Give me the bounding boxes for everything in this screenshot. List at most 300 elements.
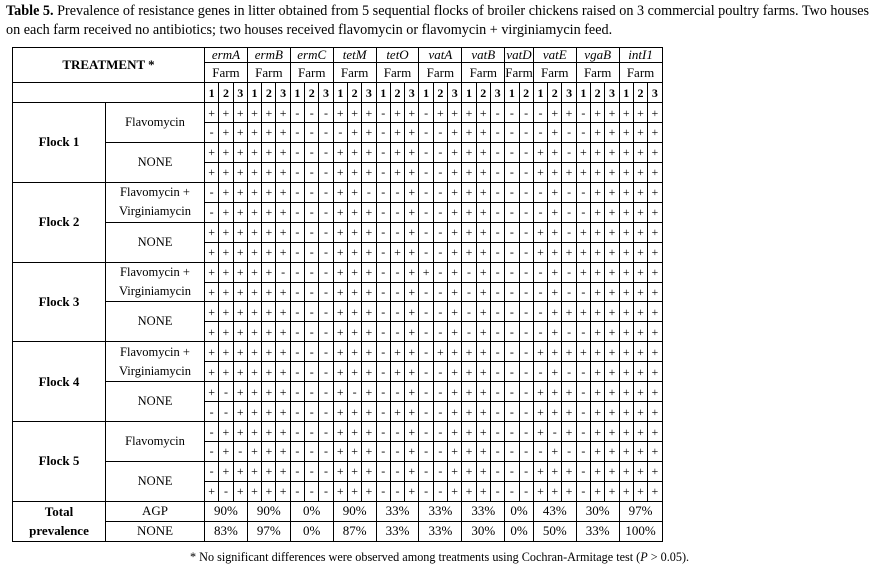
- positive-cell: +: [247, 222, 261, 242]
- positive-cell: +: [262, 402, 276, 422]
- positive-cell: +: [247, 481, 261, 501]
- gene-header: ermA: [205, 48, 248, 63]
- positive-cell: +: [548, 362, 562, 382]
- negative-cell: -: [490, 222, 504, 242]
- positive-cell: +: [648, 202, 662, 222]
- positive-cell: +: [233, 103, 247, 123]
- negative-cell: -: [290, 362, 304, 382]
- positive-cell: +: [219, 362, 233, 382]
- negative-cell: -: [290, 162, 304, 182]
- header-genes-row: [13, 48, 663, 63]
- negative-cell: -: [533, 262, 547, 282]
- positive-cell: +: [347, 242, 361, 262]
- negative-cell: -: [433, 322, 447, 342]
- farm-number: 2: [433, 83, 447, 103]
- total-prevalence-label: [13, 501, 106, 541]
- positive-cell: +: [533, 342, 547, 362]
- positive-cell: +: [262, 142, 276, 162]
- positive-cell: +: [605, 222, 619, 242]
- positive-cell: +: [362, 362, 376, 382]
- positive-cell: +: [276, 142, 290, 162]
- positive-cell: +: [562, 242, 576, 262]
- positive-cell: +: [648, 422, 662, 442]
- total-label-line1: Total: [44, 504, 74, 520]
- positive-cell: +: [362, 461, 376, 481]
- positive-cell: +: [462, 342, 476, 362]
- negative-cell: -: [519, 302, 533, 322]
- agp-prevalence: 97%: [619, 501, 662, 521]
- negative-cell: -: [533, 123, 547, 143]
- positive-cell: +: [233, 481, 247, 501]
- negative-cell: -: [433, 442, 447, 462]
- positive-cell: +: [462, 461, 476, 481]
- positive-cell: +: [347, 342, 361, 362]
- negative-cell: -: [576, 382, 590, 402]
- negative-cell: -: [505, 162, 519, 182]
- positive-cell: +: [648, 481, 662, 501]
- negative-cell: -: [376, 242, 390, 262]
- negative-cell: -: [305, 461, 319, 481]
- negative-cell: -: [519, 123, 533, 143]
- negative-cell: -: [505, 402, 519, 422]
- negative-cell: -: [290, 382, 304, 402]
- positive-cell: +: [219, 302, 233, 322]
- positive-cell: +: [648, 302, 662, 322]
- positive-cell: +: [247, 162, 261, 182]
- positive-cell: +: [591, 123, 605, 143]
- positive-cell: +: [247, 422, 261, 442]
- negative-cell: -: [519, 282, 533, 302]
- positive-cell: +: [362, 342, 376, 362]
- farm-number: 2: [633, 83, 647, 103]
- positive-cell: +: [362, 422, 376, 442]
- positive-cell: +: [548, 142, 562, 162]
- positive-cell: +: [576, 342, 590, 362]
- positive-cell: +: [362, 282, 376, 302]
- farm-number: 1: [419, 83, 433, 103]
- positive-cell: +: [548, 302, 562, 322]
- negative-cell: -: [433, 162, 447, 182]
- positive-cell: +: [276, 422, 290, 442]
- positive-cell: +: [633, 342, 647, 362]
- positive-cell: +: [548, 202, 562, 222]
- table-row: [13, 222, 663, 242]
- negative-cell: -: [562, 262, 576, 282]
- farm-header: Farm: [333, 63, 376, 83]
- positive-cell: +: [390, 123, 404, 143]
- positive-cell: +: [205, 142, 219, 162]
- flock-label: Flock 5: [13, 422, 106, 502]
- negative-cell: -: [319, 382, 333, 402]
- positive-cell: +: [476, 222, 490, 242]
- negative-cell: -: [505, 282, 519, 302]
- negative-cell: -: [376, 262, 390, 282]
- negative-cell: -: [505, 222, 519, 242]
- none-prevalence: 100%: [619, 521, 662, 541]
- negative-cell: -: [319, 242, 333, 262]
- positive-cell: +: [333, 382, 347, 402]
- positive-cell: +: [476, 402, 490, 422]
- positive-cell: +: [362, 242, 376, 262]
- positive-cell: +: [405, 202, 419, 222]
- positive-cell: +: [633, 422, 647, 442]
- negative-cell: -: [505, 202, 519, 222]
- negative-cell: -: [519, 362, 533, 382]
- positive-cell: +: [362, 262, 376, 282]
- positive-cell: +: [262, 182, 276, 202]
- none-prevalence: 30%: [462, 521, 505, 541]
- positive-cell: +: [633, 162, 647, 182]
- negative-cell: -: [319, 142, 333, 162]
- flock-label: Flock 3: [13, 262, 106, 342]
- positive-cell: +: [347, 302, 361, 322]
- positive-cell: +: [233, 222, 247, 242]
- gene-header: vatD: [506, 47, 532, 63]
- positive-cell: +: [562, 302, 576, 322]
- positive-cell: +: [548, 182, 562, 202]
- positive-cell: +: [448, 302, 462, 322]
- positive-cell: +: [233, 162, 247, 182]
- negative-cell: -: [576, 422, 590, 442]
- negative-cell: -: [419, 422, 433, 442]
- negative-cell: -: [376, 103, 390, 123]
- negative-cell: -: [433, 362, 447, 382]
- positive-cell: +: [262, 342, 276, 362]
- negative-cell: -: [419, 481, 433, 501]
- positive-cell: +: [633, 362, 647, 382]
- negative-cell: -: [305, 402, 319, 422]
- positive-cell: +: [262, 362, 276, 382]
- negative-cell: -: [319, 402, 333, 422]
- negative-cell: -: [390, 481, 404, 501]
- positive-cell: +: [262, 103, 276, 123]
- positive-cell: +: [262, 442, 276, 462]
- positive-cell: +: [262, 242, 276, 262]
- positive-cell: +: [390, 103, 404, 123]
- header-farm-number-row: [13, 83, 663, 103]
- positive-cell: +: [448, 481, 462, 501]
- positive-cell: +: [390, 402, 404, 422]
- agp-prevalence: 0%: [505, 501, 534, 521]
- positive-cell: +: [591, 202, 605, 222]
- positive-cell: +: [591, 342, 605, 362]
- positive-cell: +: [633, 461, 647, 481]
- positive-cell: +: [476, 461, 490, 481]
- farm-number: 1: [576, 83, 590, 103]
- negative-cell: -: [319, 322, 333, 342]
- positive-cell: +: [462, 103, 476, 123]
- treatment-label: Flavomycin + Virginiamycin: [106, 342, 205, 382]
- positive-cell: +: [619, 302, 633, 322]
- negative-cell: -: [519, 182, 533, 202]
- positive-cell: +: [476, 442, 490, 462]
- positive-cell: +: [476, 422, 490, 442]
- positive-cell: +: [247, 142, 261, 162]
- negative-cell: -: [376, 182, 390, 202]
- positive-cell: +: [233, 382, 247, 402]
- negative-cell: -: [419, 402, 433, 422]
- negative-cell: -: [305, 362, 319, 382]
- negative-cell: -: [290, 342, 304, 362]
- negative-cell: -: [419, 461, 433, 481]
- positive-cell: +: [576, 262, 590, 282]
- treatment-label: Flavomycin + Virginiamycin: [106, 262, 205, 302]
- flock-label: Flock 1: [13, 103, 106, 183]
- table-row: [13, 461, 663, 481]
- negative-cell: -: [290, 481, 304, 501]
- negative-cell: -: [319, 202, 333, 222]
- positive-cell: +: [247, 302, 261, 322]
- negative-cell: -: [562, 222, 576, 242]
- positive-cell: +: [548, 162, 562, 182]
- positive-cell: +: [648, 382, 662, 402]
- negative-cell: -: [290, 202, 304, 222]
- negative-cell: -: [519, 142, 533, 162]
- footnote-stat: P: [640, 550, 648, 564]
- negative-cell: -: [462, 262, 476, 282]
- positive-cell: +: [405, 142, 419, 162]
- positive-cell: +: [591, 362, 605, 382]
- negative-cell: -: [419, 242, 433, 262]
- positive-cell: +: [233, 461, 247, 481]
- positive-cell: +: [362, 442, 376, 462]
- none-prevalence: 97%: [247, 521, 290, 541]
- negative-cell: -: [490, 262, 504, 282]
- none-prevalence: 83%: [205, 521, 248, 541]
- farm-number: 3: [648, 83, 662, 103]
- negative-cell: -: [519, 202, 533, 222]
- negative-cell: -: [519, 342, 533, 362]
- negative-cell: -: [205, 442, 219, 462]
- negative-cell: -: [419, 123, 433, 143]
- positive-cell: +: [548, 123, 562, 143]
- positive-cell: +: [448, 362, 462, 382]
- farm-number: 3: [448, 83, 462, 103]
- negative-cell: -: [290, 461, 304, 481]
- negative-cell: -: [505, 481, 519, 501]
- positive-cell: +: [605, 422, 619, 442]
- negative-cell: -: [419, 322, 433, 342]
- positive-cell: +: [405, 461, 419, 481]
- negative-cell: -: [319, 302, 333, 322]
- positive-cell: +: [591, 282, 605, 302]
- positive-cell: +: [548, 481, 562, 501]
- positive-cell: +: [362, 123, 376, 143]
- farm-number: 1: [533, 83, 547, 103]
- positive-cell: +: [448, 123, 462, 143]
- positive-cell: +: [405, 242, 419, 262]
- positive-cell: +: [448, 322, 462, 342]
- positive-cell: +: [276, 461, 290, 481]
- positive-cell: +: [262, 202, 276, 222]
- negative-cell: -: [290, 103, 304, 123]
- positive-cell: +: [247, 262, 261, 282]
- positive-cell: +: [262, 422, 276, 442]
- negative-cell: -: [305, 162, 319, 182]
- farm-number: 3: [362, 83, 376, 103]
- negative-cell: -: [419, 162, 433, 182]
- farm-number: 2: [347, 83, 361, 103]
- positive-cell: +: [233, 362, 247, 382]
- negative-cell: -: [562, 202, 576, 222]
- positive-cell: +: [476, 382, 490, 402]
- positive-cell: +: [276, 481, 290, 501]
- negative-cell: -: [205, 202, 219, 222]
- positive-cell: +: [562, 481, 576, 501]
- flock-label: Flock 4: [13, 342, 106, 422]
- positive-cell: +: [648, 461, 662, 481]
- negative-cell: -: [305, 342, 319, 362]
- negative-cell: -: [319, 162, 333, 182]
- negative-cell: -: [290, 182, 304, 202]
- positive-cell: +: [476, 123, 490, 143]
- negative-cell: -: [205, 402, 219, 422]
- negative-cell: -: [390, 202, 404, 222]
- negative-cell: -: [376, 382, 390, 402]
- gene-header: ermB: [247, 48, 290, 63]
- negative-cell: -: [433, 302, 447, 322]
- positive-cell: +: [347, 162, 361, 182]
- positive-cell: +: [262, 382, 276, 402]
- positive-cell: +: [633, 123, 647, 143]
- negative-cell: -: [576, 402, 590, 422]
- negative-cell: -: [505, 302, 519, 322]
- positive-cell: +: [405, 382, 419, 402]
- positive-cell: +: [262, 461, 276, 481]
- negative-cell: -: [562, 142, 576, 162]
- negative-cell: -: [433, 222, 447, 242]
- positive-cell: +: [405, 123, 419, 143]
- positive-cell: +: [405, 222, 419, 242]
- positive-cell: +: [462, 242, 476, 262]
- positive-cell: +: [405, 322, 419, 342]
- negative-cell: -: [390, 182, 404, 202]
- positive-cell: +: [605, 481, 619, 501]
- negative-cell: -: [305, 242, 319, 262]
- positive-cell: +: [333, 362, 347, 382]
- negative-cell: -: [576, 481, 590, 501]
- positive-cell: +: [333, 202, 347, 222]
- positive-cell: +: [648, 402, 662, 422]
- farm-header: Farm: [533, 63, 576, 83]
- positive-cell: +: [262, 302, 276, 322]
- positive-cell: +: [333, 282, 347, 302]
- positive-cell: +: [619, 202, 633, 222]
- negative-cell: -: [505, 382, 519, 402]
- farm-number: 1: [205, 83, 219, 103]
- negative-cell: -: [419, 222, 433, 242]
- negative-cell: -: [290, 302, 304, 322]
- negative-cell: -: [319, 182, 333, 202]
- positive-cell: +: [390, 342, 404, 362]
- negative-cell: -: [519, 422, 533, 442]
- table-footnote: [190, 549, 689, 565]
- negative-cell: -: [376, 222, 390, 242]
- positive-cell: +: [405, 481, 419, 501]
- positive-cell: +: [648, 362, 662, 382]
- positive-cell: +: [333, 222, 347, 242]
- positive-cell: +: [619, 103, 633, 123]
- positive-cell: +: [362, 202, 376, 222]
- negative-cell: -: [319, 481, 333, 501]
- negative-cell: -: [319, 282, 333, 302]
- negative-cell: -: [376, 202, 390, 222]
- positive-cell: +: [276, 162, 290, 182]
- positive-cell: +: [276, 442, 290, 462]
- negative-cell: -: [419, 202, 433, 222]
- negative-cell: -: [576, 123, 590, 143]
- negative-cell: -: [505, 442, 519, 462]
- positive-cell: +: [247, 362, 261, 382]
- positive-cell: +: [648, 342, 662, 362]
- negative-cell: -: [376, 362, 390, 382]
- negative-cell: -: [319, 342, 333, 362]
- negative-cell: -: [290, 402, 304, 422]
- positive-cell: +: [476, 202, 490, 222]
- positive-cell: +: [462, 382, 476, 402]
- positive-cell: +: [347, 282, 361, 302]
- negative-cell: -: [548, 422, 562, 442]
- treatment-label: NONE: [106, 461, 205, 501]
- negative-cell: -: [290, 422, 304, 442]
- negative-cell: -: [305, 142, 319, 162]
- positive-cell: +: [448, 262, 462, 282]
- farm-number: 2: [390, 83, 404, 103]
- positive-cell: +: [448, 103, 462, 123]
- positive-cell: +: [619, 222, 633, 242]
- positive-cell: +: [633, 402, 647, 422]
- positive-cell: +: [262, 162, 276, 182]
- positive-cell: +: [276, 282, 290, 302]
- treatment-label: Flavomycin + Virginiamycin: [106, 182, 205, 222]
- resistance-genes-table: [12, 47, 663, 542]
- positive-cell: +: [219, 162, 233, 182]
- none-prevalence: 33%: [419, 521, 462, 541]
- negative-cell: -: [490, 142, 504, 162]
- positive-cell: +: [233, 342, 247, 362]
- positive-cell: +: [247, 103, 261, 123]
- positive-cell: +: [605, 123, 619, 143]
- positive-cell: +: [333, 422, 347, 442]
- negative-cell: -: [562, 123, 576, 143]
- agp-prevalence: 90%: [205, 501, 248, 521]
- positive-cell: +: [333, 322, 347, 342]
- positive-cell: +: [476, 481, 490, 501]
- positive-cell: +: [333, 442, 347, 462]
- positive-cell: +: [219, 242, 233, 262]
- positive-cell: +: [205, 103, 219, 123]
- negative-cell: -: [319, 222, 333, 242]
- positive-cell: +: [233, 242, 247, 262]
- negative-cell: -: [305, 282, 319, 302]
- positive-cell: +: [648, 162, 662, 182]
- gene-header: intI1: [619, 48, 662, 63]
- positive-cell: +: [462, 162, 476, 182]
- farm-header: Farm: [247, 63, 290, 83]
- negative-cell: -: [562, 322, 576, 342]
- positive-cell: +: [219, 222, 233, 242]
- negative-cell: -: [519, 103, 533, 123]
- none-prevalence: 0%: [290, 521, 333, 541]
- negative-cell: -: [462, 282, 476, 302]
- positive-cell: +: [619, 162, 633, 182]
- positive-cell: +: [347, 322, 361, 342]
- agp-prevalence: 43%: [533, 501, 576, 521]
- positive-cell: +: [591, 302, 605, 322]
- none-prevalence: 33%: [576, 521, 619, 541]
- positive-cell: +: [619, 382, 633, 402]
- positive-cell: +: [448, 182, 462, 202]
